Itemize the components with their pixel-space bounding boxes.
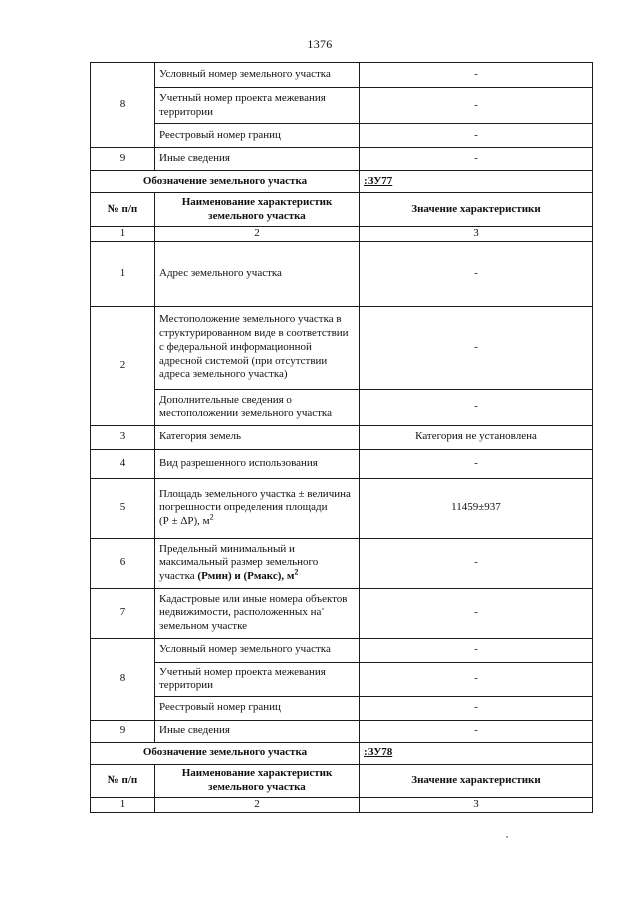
column-index: 2 <box>155 227 360 242</box>
characteristic-name: Кадастровые или иные номера объектов недвижимости, расположенных на земельном участке <box>155 588 360 638</box>
characteristic-name: Дополнительные сведения о местоположении земельного участка <box>155 389 360 425</box>
characteristic-value: - <box>360 88 593 124</box>
row-number: 8 <box>91 638 155 720</box>
characteristic-value: - <box>360 124 593 148</box>
plot-designation-code: :ЗУ77 <box>360 171 593 193</box>
table-row <box>91 638 593 662</box>
scan-speck <box>506 836 508 838</box>
table-row <box>91 306 593 389</box>
table-row <box>91 720 593 742</box>
row-number: 4 <box>91 449 155 478</box>
characteristic-value: - <box>360 720 593 742</box>
row-number: 9 <box>91 148 155 171</box>
characteristic-value: - <box>360 638 593 662</box>
column-index: 2 <box>155 797 360 812</box>
column-header-value: Значение характеристики <box>360 193 593 227</box>
column-header-number: № п/п <box>91 764 155 797</box>
land-plot-table <box>90 62 593 813</box>
characteristic-value: - <box>360 63 593 88</box>
scan-speck <box>322 608 324 610</box>
page-number: 1376 <box>307 37 333 51</box>
characteristic-value: - <box>360 148 593 171</box>
row-number: 8 <box>91 63 155 148</box>
area-unit-exponent: 2 <box>209 512 214 522</box>
column-header-name: Наименование характеристик земельного участка <box>155 764 360 797</box>
column-header-name: Наименование характеристик земельного участка <box>155 193 360 227</box>
table-row <box>91 88 593 124</box>
column-number-row <box>91 797 593 812</box>
characteristic-name: Условный номер земельного участка <box>155 638 360 662</box>
plot-designation-label: Обозначение земельного участка <box>91 742 360 764</box>
characteristic-value: - <box>360 538 593 588</box>
header-row <box>91 764 593 797</box>
characteristic-name: Иные сведения <box>155 720 360 742</box>
table-row <box>91 425 593 449</box>
table-row <box>91 241 593 306</box>
plot-designation-label: Обозначение земельного участка <box>91 171 360 193</box>
characteristic-value: - <box>360 662 593 696</box>
characteristic-name <box>155 538 360 588</box>
characteristic-name: Иные сведения <box>155 148 360 171</box>
characteristic-value: - <box>360 588 593 638</box>
characteristic-value: - <box>360 696 593 720</box>
table-row <box>91 662 593 696</box>
characteristic-name-text: Предельный минимальный и максимальный размер земельного участка <box>159 542 319 583</box>
row-number: 1 <box>91 241 155 306</box>
row-number: 9 <box>91 720 155 742</box>
characteristic-value: - <box>360 306 593 389</box>
area-formula: (Р ± ΔР), м <box>159 515 210 528</box>
characteristic-value: Категория не установлена <box>360 425 593 449</box>
table-row <box>91 124 593 148</box>
characteristic-name: Условный номер земельного участка <box>155 63 360 88</box>
row-number: 6 <box>91 538 155 588</box>
column-index: 3 <box>360 797 593 812</box>
table-row <box>91 696 593 720</box>
characteristic-name: Реестровый номер границ <box>155 696 360 720</box>
table-row <box>91 148 593 171</box>
row-number: 2 <box>91 306 155 425</box>
characteristic-name-text: Площадь земельного участка ± величина погрешности определения площади <box>159 487 351 514</box>
characteristic-name: Учетный номер проекта межевания территории <box>155 662 360 696</box>
table-row <box>91 588 593 638</box>
characteristic-name: Категория земель <box>155 425 360 449</box>
row-number: 5 <box>91 478 155 538</box>
size-unit-exponent: 2 <box>294 567 299 577</box>
characteristic-name: Вид разрешенного использования <box>155 449 360 478</box>
table-row <box>91 63 593 88</box>
table-row <box>91 389 593 425</box>
characteristic-value: 11459±937 <box>360 478 593 538</box>
characteristic-name: Реестровый номер границ <box>155 124 360 148</box>
characteristic-value: - <box>360 241 593 306</box>
column-header-value: Значение характеристики <box>360 764 593 797</box>
column-index: 3 <box>360 227 593 242</box>
characteristic-value: - <box>360 389 593 425</box>
characteristic-value: - <box>360 449 593 478</box>
column-header-number: № п/п <box>91 193 155 227</box>
plot-designation-row <box>91 742 593 764</box>
characteristic-name: Адрес земельного участка <box>155 241 360 306</box>
row-number: 3 <box>91 425 155 449</box>
header-row <box>91 193 593 227</box>
column-index: 1 <box>91 227 155 242</box>
plot-designation-row <box>91 171 593 193</box>
column-number-row <box>91 227 593 242</box>
characteristic-name: Местоположение земельного участка в структурированном виде в соответствии с федеральной информационной адресной системой (при отсутствии адреса земельного участка) <box>155 306 360 389</box>
column-index: 1 <box>91 797 155 812</box>
table-row <box>91 538 593 588</box>
row-number: 7 <box>91 588 155 638</box>
table-row <box>91 449 593 478</box>
characteristic-name <box>155 478 360 538</box>
table-row <box>91 478 593 538</box>
size-formula: (Рмин) и (Рмакс), м <box>197 570 295 583</box>
characteristic-name: Учетный номер проекта межевания территории <box>155 88 360 124</box>
plot-designation-code: :ЗУ78 <box>360 742 593 764</box>
